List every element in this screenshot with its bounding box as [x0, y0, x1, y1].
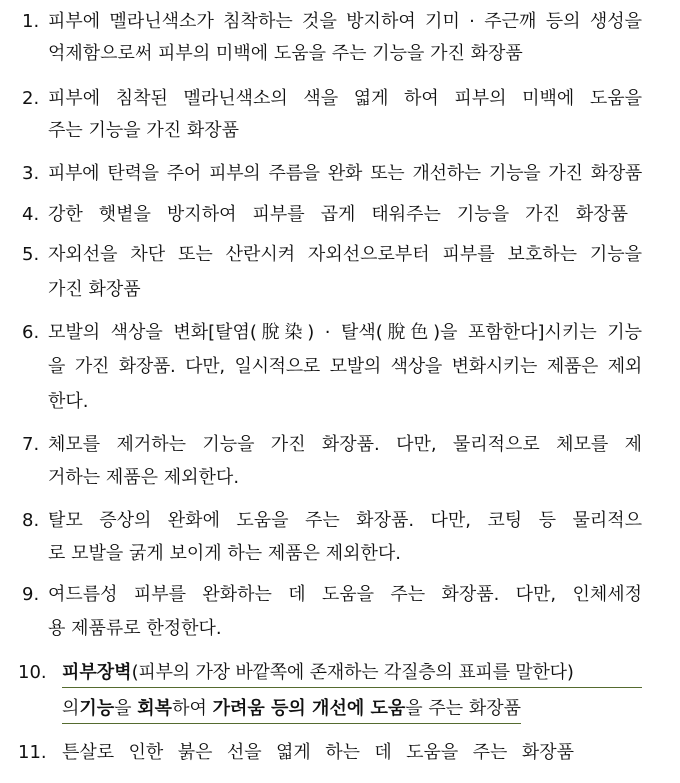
- item-text-line: 거하는 제품은 제외한다.: [48, 467, 240, 488]
- item-number: 4.: [22, 204, 40, 225]
- item-number: 1.: [22, 11, 40, 32]
- text-fragment: 의: [62, 698, 80, 719]
- keyword-function: 기능: [79, 698, 115, 719]
- item-text-line: 억제함으로써 피부의 미백에 도움을 주는 기능을 가진 화장품: [48, 43, 523, 64]
- item-text-line: 여드름성 피부를 완화하는 데 도움을 주는 화장품. 다만, 인체세정: [48, 584, 642, 605]
- item-text-line: 주는 기능을 가진 화장품: [48, 120, 240, 141]
- item-number: 7.: [22, 434, 40, 455]
- text-fragment: 을: [114, 698, 138, 719]
- item-text-line: 자외선을 차단 또는 산란시켜 자외선으로부터 피부를 보호하는 기능을: [48, 244, 642, 265]
- item-number: 8.: [22, 510, 40, 531]
- item-text-line: 강한 햇볕을 방지하여 피부를 곱게 태워주는 기능을 가진 화장품: [48, 204, 628, 225]
- item-number: 9.: [22, 584, 40, 605]
- item-number: 3.: [22, 163, 40, 184]
- item-text-line: 로 모발을 굵게 보이게 하는 제품은 제외한다.: [48, 543, 402, 564]
- item-text-line: 피부에 멜라닌색소가 침착하는 것을 방지하여 기미 · 주근깨 등의 생성을: [48, 11, 642, 32]
- item-text-line: 피부에 침착된 멜라닌색소의 색을 엷게 하여 피부의 미백에 도움을: [48, 88, 642, 109]
- item-10-line-2: [62, 697, 521, 724]
- keyword-itch-improvement: 가려움 등의 개선에 도움: [212, 698, 406, 719]
- item-text-line: 가진 화장품: [48, 279, 141, 300]
- item-text-line: 을 가진 화장품. 다만, 일시적으로 모발의 색상을 변화시키는 제품은 제외: [48, 356, 642, 377]
- item-number: 5.: [22, 244, 40, 265]
- text-fragment: 을 주는 화장품: [405, 698, 522, 719]
- item-number: 10.: [18, 662, 47, 683]
- definition-text: (피부의 가장 바깥쪽에 존재하는 각질층의 표피를 말한다): [131, 662, 574, 683]
- text-fragment: 하여: [172, 698, 213, 719]
- item-text-line: 탈모 증상의 완화에 도움을 주는 화장품. 다만, 코팅 등 물리적으: [48, 510, 642, 531]
- item-text-line: 모발의 색상을 변화[탈염(脫染) · 탈색(脫色)을 포함한다]시키는 기능: [48, 322, 642, 343]
- item-text-line: 한다.: [48, 391, 89, 412]
- item-text-line: 체모를 제거하는 기능을 가진 화장품. 다만, 물리적으로 체모를 제: [48, 434, 642, 455]
- item-text-line: 피부에 탄력을 주어 피부의 주름을 완화 또는 개선하는 기능을 가진 화장품: [48, 163, 642, 184]
- item-number: 11.: [18, 742, 47, 763]
- item-number: 2.: [22, 88, 40, 109]
- keyword-recovery: 회복: [137, 698, 173, 719]
- item-text-line: 용 제품류로 한정한다.: [48, 618, 222, 639]
- item-text-line: 튼살로 인한 붉은 선을 엷게 하는 데 도움을 주는 화장품: [62, 742, 574, 763]
- item-number: 6.: [22, 322, 40, 343]
- keyword-skin-barrier: 피부장벽: [62, 662, 132, 683]
- item-10-line-1: [62, 661, 642, 688]
